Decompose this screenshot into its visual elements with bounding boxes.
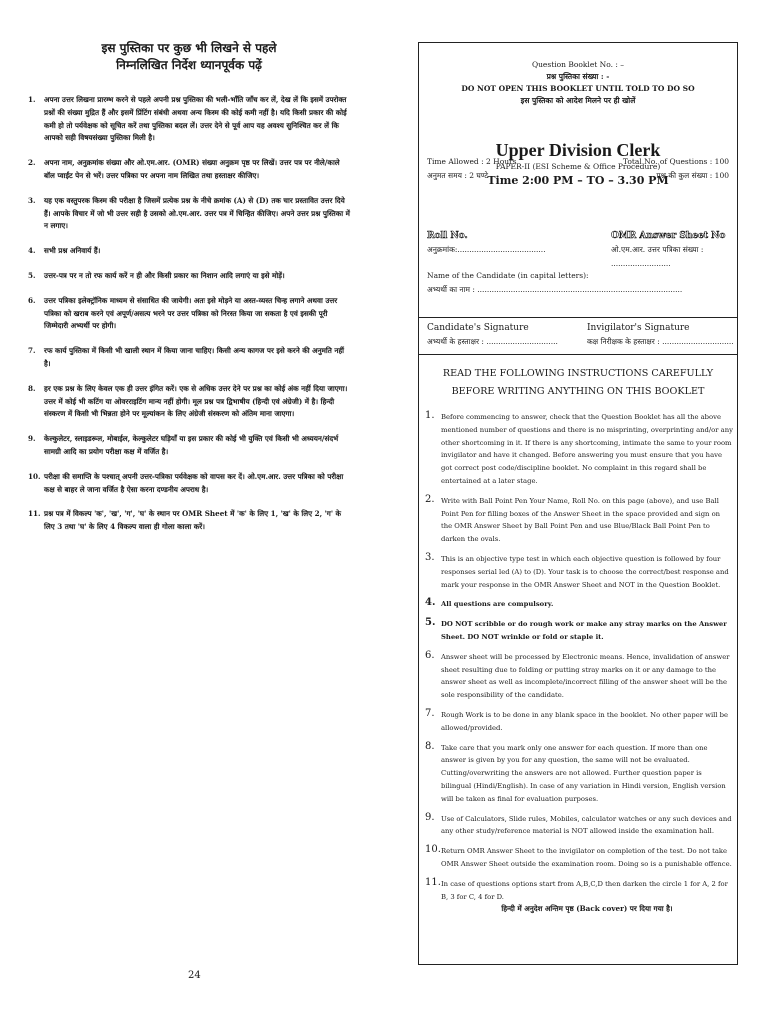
instruction-number: 10.: [425, 844, 441, 856]
booklet-cover: [418, 42, 738, 965]
instruction-number: 5.: [28, 270, 36, 280]
signature-block: [419, 317, 737, 355]
instruction-number: 1.: [28, 95, 36, 104]
instructions-heading-line-1: READ THE FOLLOWING INSTRUCTIONS CAREFULLY: [442, 368, 714, 379]
booklet-number: Question Booklet No. : –: [531, 60, 625, 69]
instruction-item: [28, 94, 350, 145]
instruction-item: [28, 433, 350, 459]
instruction-number: 3.: [425, 551, 435, 563]
instruction-text: Return OMR Answer Sheet to the invigilator on completion of the test. Do not take OMR Answer Sheet outside the examination room. Doing so is a punishable offence.: [441, 847, 732, 868]
instruction-item: [425, 553, 733, 591]
invigilator-signature: [587, 322, 734, 348]
instruction-text: Rough Work is to be done in any blank space in the booklet. No other paper will be allowed/provided.: [441, 710, 729, 732]
instruction-text: This is an objective type test in which each objective question is followed by four responses serial led (A) to (D). Your task is to choose the correct/best response and mark your response in the OMR Answer Sheet and NOT in the Question Booklet.: [441, 554, 729, 589]
hindi-heading-line-1: इस पुस्तिका पर कुछ भी लिखने से पहले: [101, 41, 277, 55]
instruction-text: सभी प्रश्न अनिवार्य हैं।: [44, 246, 101, 256]
instruction-text: DO NOT scribble or do rough work or make any stray marks on the Answer Sheet. DO NOT wrinkle or fold or staple it.: [441, 620, 727, 641]
booklet-header: [419, 59, 737, 107]
candidate-signature-label: Candidate's Signature: [427, 323, 529, 333]
roll-number-field: [427, 229, 546, 257]
instruction-number: 7.: [28, 346, 36, 356]
hindi-instructions-column: [28, 40, 350, 546]
instruction-item: [425, 845, 733, 871]
instruction-item: [28, 508, 350, 534]
instruction-number: 8.: [425, 740, 435, 752]
instruction-number: 8.: [28, 383, 36, 393]
invigilator-signature-label: Invigilator's Signature: [587, 323, 690, 333]
instruction-item: [28, 471, 350, 497]
page-number: 24: [188, 970, 201, 981]
instruction-item: [28, 245, 350, 258]
roll-number-line-hindi: अनुक्रमांक:.....................................: [427, 245, 546, 254]
omr-number-label: OMR Answer Sheet No: [611, 231, 726, 241]
total-questions-en: Total No. of Questions : 100: [622, 157, 729, 166]
instruction-text: Write with Ball Point Pen Your Name, Roll No. on this page (above), and use Ball Point Pen for filling boxes of the Answer Sheet in the space provided and sign on the OMR Answer Sheet by Ball Point Pen and use Blue/Black Ball Point Pen to darken the ovals.: [441, 496, 721, 544]
instruction-text: Answer sheet will be processed by Electronic means. Hence, invalidation of answer sheet resulting due to folding or putting stray marks on it or any damage to the answer sheet as well as incomplete/incorrect filling of the answer sheet will be the sole responsibility of the candidate.: [441, 652, 730, 700]
hindi-back-cover-note: हिन्दी में अनुदेश अन्तिम पृष्ठ (Back cover) पर दिया गया है।: [501, 904, 673, 914]
instruction-number: 9.: [425, 811, 435, 823]
instruction-text: हर एक प्रश्न के लिए केवल एक ही उत्तर इंगित करें। एक से अधिक उत्तर देने पर प्रश्न का कोई अंक नहीं दिया जाएगा। उत्तर में कोई भी कटिंग या ओवरराइटिंग मान्य नहीं होगी। मूल प्रश्न पत्र द्विभाषीय (हिन्दी एवं अंग्रेजी) में है। हिन्दी संस्करण में किसी भी भिन्नता होने पर मूल्यांकन के लिए अंग्रेजी संस्करण को अंतिम माना जाएगा।: [44, 383, 348, 419]
instruction-item: [425, 495, 733, 546]
instruction-number: 3.: [28, 195, 36, 205]
instruction-text: In case of questions options start from A,B,C,D then darken the circle 1 for A, 2 for B, 3 for C, 4 for D.: [441, 879, 728, 901]
instruction-text: यह एक वस्तुपरक किस्म की परीक्षा है जिसमें प्रत्येक प्रश्न के नीचे क्रमांक (A) से (D) तक चार प्रस्तावित उत्तर दिये हैं। आपके विचार में जो भी उत्तर सही है उसको ओ.एम.आर. उत्तर पत्र में चिन्हित कीजिए। अपने उत्तर प्रश्न पुस्तिका में न लगाए।: [44, 195, 350, 231]
booklet-number-hindi: प्रश्न पुस्तिका संख्या : -: [546, 72, 610, 81]
title-row: [419, 135, 737, 205]
instruction-number: 11.: [28, 509, 41, 519]
hindi-heading: [28, 40, 350, 74]
do-not-open-notice-hindi: इस पुस्तिका को आदेश मिलने पर ही खोलें: [520, 96, 636, 105]
candidate-name-field: [427, 269, 727, 297]
instruction-item: [425, 813, 733, 839]
instruction-item: [28, 345, 350, 371]
instruction-item: [425, 878, 733, 916]
candidate-name-line-hindi: अभ्यर्थी का नाम : ......................................................................................: [427, 285, 683, 294]
instruction-item: [425, 742, 733, 806]
hindi-heading-line-2: निम्नलिखित निर्देश ध्यानपूर्वक पढ़ें: [116, 58, 262, 72]
instruction-number: 11.: [425, 876, 441, 888]
instruction-item: [28, 270, 350, 283]
instructions-heading-line-2: BEFORE WRITING ANYTHING ON THIS BOOKLET: [451, 386, 705, 397]
instruction-number: 9.: [28, 434, 36, 444]
invigilator-signature-line: कक्ष निरीक्षक के हस्ताक्षर : ..............................: [587, 337, 734, 346]
instruction-text: उत्तर-पत्र पर न तो रफ कार्य करें न ही और किसी प्रकार का निशान आदि लगाएं या इसे मोड़ें।: [44, 270, 285, 280]
candidate-name-label: Name of the Candidate (in capital letters):: [427, 271, 589, 280]
instruction-item: [425, 651, 733, 702]
instruction-item: [425, 709, 733, 735]
instruction-text: All questions are compulsory.: [441, 600, 554, 609]
candidate-signature-line: अभ्यर्थी के हस्ताक्षर : ..............................: [427, 337, 558, 346]
roll-omr-row: [419, 229, 737, 268]
candidate-signature: [427, 322, 558, 348]
instruction-number: 1.: [425, 410, 435, 421]
instruction-item: [425, 411, 733, 488]
total-questions-hi: प्रश्न की कुल संख्या : 100: [656, 171, 729, 180]
instruction-number: 2.: [28, 158, 36, 168]
hindi-instruction-list: [28, 94, 350, 534]
time-allowed-en: Time Allowed : 2 Hours: [427, 157, 517, 166]
omr-number-line-hindi: ओ.एम.आर. उत्तर पत्रिका संख्या : .........................: [611, 245, 704, 268]
total-questions: [623, 155, 729, 183]
instruction-text: अपना उत्तर लिखना प्रारम्भ करने से पहले अपनी प्रश्न पुस्तिका की भली-भाँति जाँच कर लें, देख लें कि इसमें उपरोक्त प्रश्नों की संख्या मुद्रित हैं और इसमें प्रिंटिंग संबंधी अथवा अन्य किस्म की कोई कमी नहीं है। यदि किसी प्रकार की कोई कमी हो तो पर्यवेक्षक को सूचित करें तथा पुस्तिका बदल लें। उत्तर देने से पूर्व आप यह अवश्य सुनिश्चित कर लें कि आपको सही विषयसंख्या पुस्तिका मिली है।: [44, 95, 347, 143]
instruction-text: Use of Calculators, Slide rules, Mobiles, calculator watches or any such devices and any other study/reference material is NOT allowed inside the examination hall.: [441, 814, 732, 836]
time-allowed-hi: अनुमत समय : 2 घण्टे: [427, 171, 489, 180]
exam-title: Upper Division Clerk: [495, 140, 661, 160]
instruction-text: Before commencing to answer, check that the Question Booklet has all the above mentioned number of questions and there is no misprinting, overprinting and/or any other shortcoming in it. If there is any shortcoming, intimate the same to your room invigilator and have it changed. Before answering you must ensure that you have got correct post code/discipline booklet. No complaint in this regard shall be entertained at a later stage.: [441, 413, 733, 485]
omr-number-field: [611, 229, 737, 271]
instruction-text: परीक्षा की समाप्ति के पश्चात् अपनी उत्तर-पत्रिका पर्यवेक्षक को वापस कर दें। ओ.एम.आर. उत्तर पत्रिका को परीक्षा कक्ष से बाहर ले जाना वर्जित है ऐसा करना दण्डनीय अपराध है।: [44, 471, 344, 494]
instruction-text: केल्कुलेटर, स्लाइडरूल, मोबाईल, केल्कुलेटर घड़ियाँ या इस प्रकार की कोई भी युक्ति एवं किसी भी अध्ययन/संदर्भ सामग्री आदि का प्रयोग परीक्षा कक्ष में वर्जित है।: [44, 434, 339, 456]
instructions-heading: [419, 365, 737, 401]
instruction-text: Take care that you mark only one answer for each question. If more than one answer is given by you for any question, the same will not be evaluated. Cutting/overwriting the answers are not allowed. Further question paper is bilingual (Hindi/English). In case of any variation in Hindi version, English version will be taken as final for evaluation purposes.: [441, 743, 726, 803]
english-instruction-list: [425, 411, 733, 923]
instruction-number: 2.: [425, 493, 435, 505]
instruction-item: [28, 383, 350, 421]
do-not-open-notice: DO NOT OPEN THIS BOOKLET UNTIL TOLD TO DO SO: [461, 84, 695, 93]
instruction-number: 6.: [28, 295, 36, 305]
instruction-number: 5.: [425, 617, 436, 629]
instruction-item: [28, 157, 350, 183]
roll-number-label: Roll No.: [427, 231, 468, 241]
instruction-number: 7.: [425, 707, 435, 719]
instruction-text: अपना नाम, अनुक्रमांक संख्या और ओ.एम.आर. (OMR) संख्या अनुक्रम पृष्ठ पर लिखें। उत्तर पत्र पर नीले/काले बॉल प्वाईंट पेन से भरें। उत्तर पत्रिका पर अपना नाम लिखित तथा हस्ताक्षर कीजिए।: [44, 158, 340, 180]
instruction-text: उत्तर पत्रिका इलेक्ट्रॉनिक माध्यम से संसाधित की जायेगी। अतः इसे मोड़ने या अस्त-व्यस्त चिन्ह लगाने अथवा उत्तर पत्रिका को खराब करने एवं अपूर्ण/असत्य भरने पर उत्तर पत्रिका को निरस्त किया जा सकता है एवं इसकी पूरी जिम्मेदारी अभ्यर्थी पर होगी।: [44, 295, 338, 331]
exam-time: Time 2:00 PM – TO – 3.30 PM: [487, 174, 669, 187]
instruction-item: [28, 195, 350, 233]
instruction-item: [28, 295, 350, 333]
instruction-item: [425, 598, 733, 611]
instruction-number: 4.: [425, 597, 436, 609]
paper-name: PAPER-II (ESI Scheme & Office Procedure): [495, 162, 661, 171]
instruction-text: प्रश्न पत्र में विकल्प 'क', 'ख', 'ग', 'घ' के स्थान पर OMR Sheet में 'क' के लिए 1, 'ख' के लिए 2, 'ग' के लिए 3 तथा 'घ' के लिए 4 विकल्प वाला ही गोला काला करें।: [44, 509, 342, 532]
instruction-number: 4.: [28, 246, 36, 256]
instruction-text: रफ कार्य पुस्तिका में किसी भी खाली स्थान में किया जाना चाहिए। किसी अन्य कागज पर इसे करने की अनुमति नहीं है।: [44, 346, 345, 368]
instruction-item: [425, 618, 733, 644]
instruction-number: 10.: [28, 471, 41, 481]
instruction-number: 6.: [425, 649, 435, 661]
